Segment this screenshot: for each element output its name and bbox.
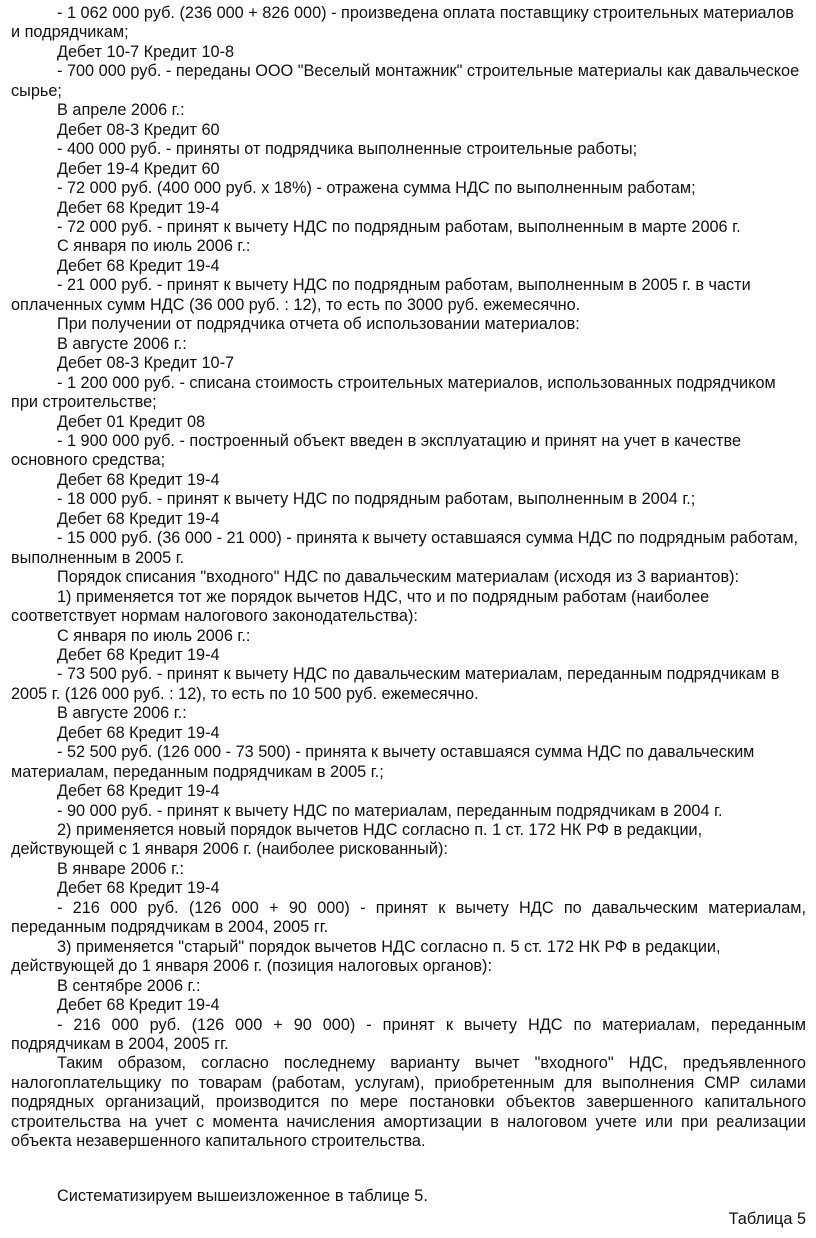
paragraph: - 90 000 руб. - принят к вычету НДС по материалам, переданным подрядчикам в 2004 г.: [57, 801, 723, 820]
paragraph: - 1 200 000 руб. - списана стоимость строительных материалов, использованных подрядчиком при строительстве;: [11, 373, 776, 412]
paragraph: В августе 2006 г.:: [57, 704, 187, 723]
paragraph: - 18 000 руб. - принят к вычету НДС по подрядным работам, выполненным в 2004 г.;: [57, 490, 696, 509]
paragraph: С января по июль 2006 г.:: [57, 237, 251, 256]
paragraph: - 1 062 000 руб. (236 000 + 826 000) - произведена оплата поставщику строительных материалов и подрядчикам;: [11, 4, 794, 42]
paragraph: Дебет 01 Кредит 08: [57, 412, 206, 431]
paragraph: 3) применяется "старый" порядок вычетов НДС согласно п. 5 ст. 172 НК РФ в редакции, действующей до 1 января 2006 г. (позиция налоговых органов):: [11, 937, 721, 976]
paragraph: - 216 000 руб. (126 000 + 90 000) - принят к вычету НДС по давальческим материалам, переданным подрядчикам в 2004, 2005 гг.: [11, 898, 806, 937]
paragraph: В апреле 2006 г.:: [57, 101, 185, 120]
paragraph: 2) применяется новый порядок вычетов НДС согласно п. 1 ст. 172 НК РФ в редакции, действующей с 1 января 2006 г. (наиболее рискованный):: [11, 821, 703, 859]
paragraph: - 72 000 руб. (400 000 руб. x 18%) - отражена сумма НДС по выполненным работам;: [57, 179, 696, 198]
paragraph: Дебет 08-3 Кредит 10-7: [57, 354, 235, 373]
paragraph: В сентябре 2006 г.:: [57, 976, 201, 995]
paragraph: - 1 900 000 руб. - построенный объект введен в эксплуатацию и принят на учет в качестве основного средства;: [11, 431, 742, 470]
paragraph: Дебет 08-3 Кредит 60: [57, 120, 220, 139]
paragraph: Дебет 68 Кредит 19-4: [57, 470, 220, 489]
paragraph: В августе 2006 г.:: [57, 334, 187, 353]
paragraph: Дебет 68 Кредит 19-4: [57, 782, 220, 801]
paragraph: - 700 000 руб. - переданы ООО "Веселый монтажник" строительные материалы как давальческое сырье;: [11, 62, 800, 100]
paragraph: - 73 500 руб. - принят к вычету НДС по давальческим материалам, переданным подрядчикам в 2005 г. (126 000 руб. : 12), то есть по 10 500 руб. ежемесячно.: [11, 665, 780, 703]
paragraph: - 21 000 руб. - принят к вычету НДС по подрядным работам, выполненным в 2005 г. в части оплаченных сумм НДС (36 000 руб. : 12), то есть по 3000 руб. ежемесячно.: [11, 276, 751, 314]
paragraph: Дебет 68 Кредит 19-4: [57, 198, 220, 217]
paragraph: Дебет 10-7 Кредит 10-8: [57, 42, 235, 61]
paragraph: - 52 500 руб. (126 000 - 73 500) - принята к вычету оставшаяся сумма НДС по давальческим материалам, переданным подрядчикам в 2005 г.;: [11, 743, 755, 781]
paragraph: Дебет 68 Кредит 19-4: [57, 256, 220, 275]
paragraph: - 72 000 руб. - принят к вычету НДС по подрядным работам, выполненным в марте 2006 г.: [57, 217, 741, 236]
paragraph: Дебет 68 Кредит 19-4: [57, 723, 220, 742]
paragraph: Дебет 68 Кредит 19-4: [57, 879, 220, 898]
paragraph: Таким образом, согласно последнему варианту вычет "входного" НДС, предъявленного налогоплательщику по товарам (работам, услугам), приобретенным для выполнения СМР силами подрядных организаций, производится по мере постановки объектов завершенного капитального строительства на учет с момента начисления амортизации в налоговом учете или при реализации объекта незавершенного капитального строительства.: [11, 1054, 806, 1151]
closing-sentence: Систематизируем вышеизложенное в таблице 5.: [57, 1186, 428, 1205]
paragraph: С января по июль 2006 г.:: [57, 626, 251, 645]
paragraph: Порядок списания "входного" НДС по давальческим материалам (исходя из 3 вариантов):: [57, 568, 740, 587]
paragraph: Дебет 68 Кредит 19-4: [57, 996, 220, 1015]
paragraph-gap: [11, 1152, 806, 1187]
paragraph: Дебет 19-4 Кредит 60: [57, 159, 220, 178]
paragraph: При получении от подрядчика отчета об использовании материалов:: [57, 315, 580, 334]
table-caption: Таблица 5: [728, 1210, 806, 1228]
paragraph: Дебет 68 Кредит 19-4: [57, 509, 220, 528]
paragraph: - 400 000 руб. - приняты от подрядчика выполненные строительные работы;: [57, 140, 638, 159]
paragraph: 1) применяется тот же порядок вычетов НДС, что и по подрядным работам (наиболее соответствует нормам налогового законодательства):: [11, 587, 710, 626]
paragraph: В январе 2006 г.:: [57, 859, 185, 878]
paragraph: Дебет 68 Кредит 19-4: [57, 645, 220, 664]
paragraph: - 216 000 руб. (126 000 + 90 000) - принят к вычету НДС по материалам, переданным подрядчикам в 2004, 2005 гг.: [11, 1015, 806, 1054]
document-body: [11, 4, 806, 1152]
paragraph: - 15 000 руб. (36 000 - 21 000) - принята к вычету оставшаяся сумма НДС по подрядным работам, выполненным в 2005 г.: [11, 529, 799, 567]
